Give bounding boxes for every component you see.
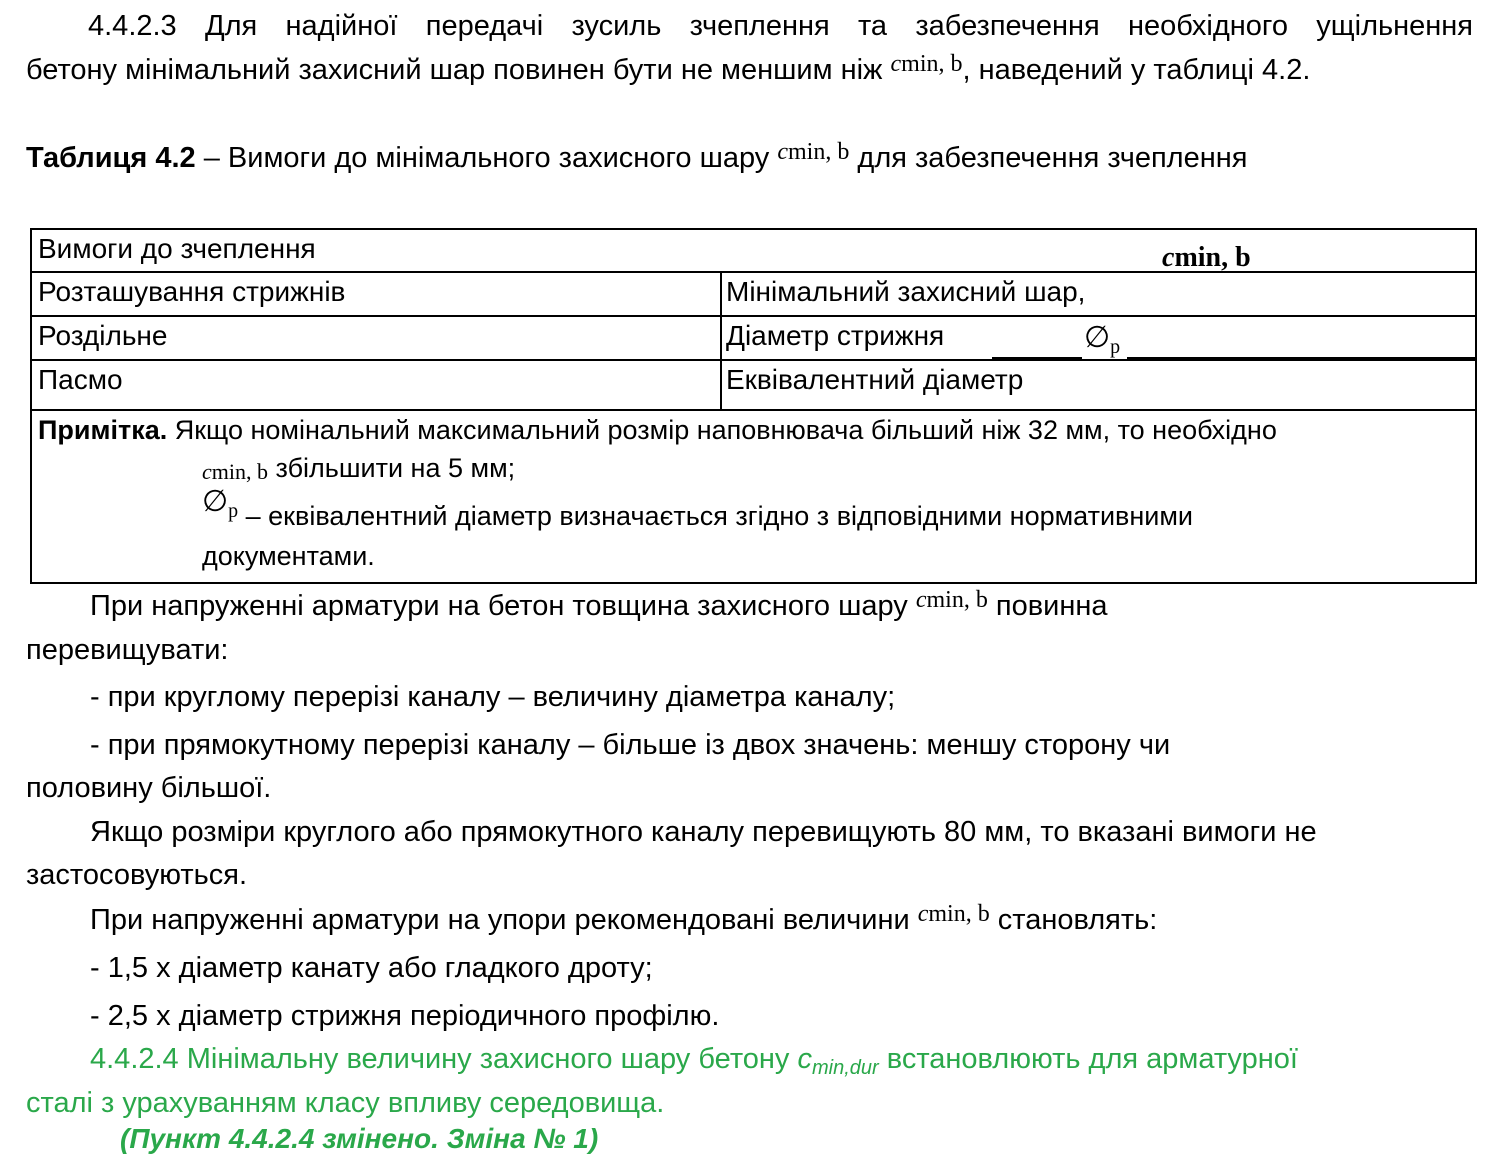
table-rule [32,409,1475,411]
text-fragment: – еквівалентний діаметр визначається згідно з відповідними нормативними [238,501,1194,531]
bullet-periodic-bar: - 2,5 х діаметр стрижня періодичного профілю. [90,1000,720,1032]
text-fragment: – Вимоги до мінімального захисного шару [195,142,778,174]
para-4-4-2-3-line2 [26,53,1310,89]
phi-p-symbol: $\emptyset_p$ [1084,320,1121,358]
note-label: Примітка. [38,415,168,445]
c-min-b-symbol: cmin, b [890,51,963,77]
table-column-divider [720,272,722,410]
blank-underline [1127,357,1477,359]
table-note-line3 [202,484,1194,535]
bullet-rect-channel: - при прямокутному перерізі каналу – більше із двох значень: меншу сторону чи [90,729,1171,761]
table-rule [32,315,1475,317]
c-min-b-symbol: cmin, b [202,459,268,484]
table-row3-right: Еквівалентний діаметр [726,364,1024,395]
c-min-dur-symbol: $c_{min,dur}$ [797,1043,879,1079]
text-fragment: При напруженні арматури на бетон товщина захисного шару [90,590,916,622]
para-channel-size-line1: Якщо розміри круглого або прямокутного каналу перевищують 80 мм, то вказані вимоги не [90,816,1317,848]
para-tension-concrete-line2: перевищувати: [26,634,229,666]
text-fragment: При напруженні арматури на упори рекомендовані величини [90,904,918,936]
bullet-rope-wire: - 1,5 х діаметр канату або гладкого дроту; [90,952,653,984]
para-4-4-2-4-line2: сталі з урахуванням класу впливу середовища. [26,1087,665,1119]
table-row2-left: Роздільне [38,320,168,351]
table-row3-left: Пасмо [38,364,123,395]
table-rule [32,359,1475,361]
c-min-b-symbol: cmin, b [917,901,990,927]
text-fragment: 4.4.2.4 Мінімальну величину захисного шару бетону [90,1043,798,1075]
para-4-4-2-3-line1: 4.4.2.3 Для надійної передачі зусиль зчеплення та забезпечення необхідного ущільнення [88,10,1473,42]
text-fragment: становлять: [989,904,1158,936]
text-fragment: збільшити на 5 мм; [268,453,516,483]
para-4-4-2-4-line1 [90,1042,1298,1079]
text-fragment: повинна [987,590,1108,622]
bullet-rect-channel-cont: половину більшої. [26,772,272,804]
text-fragment: бетону мінімальний захисний шар повинен бути не меншим ніж [26,54,891,86]
text-fragment: для забезпечення зчеплення [849,142,1248,174]
table-rule [32,271,1475,273]
requirements-table [30,228,1477,584]
phi-p-symbol: $\emptyset_p$ [202,484,239,522]
amendment-note-cut: (Пункт 4.4.2.4 змінено. Зміна № 1) [120,1123,599,1154]
table-note-line2 [202,452,515,486]
blank-underline [992,357,1082,359]
table-row1-right: Мінімальний захисний шар, [726,276,1086,307]
para-tension-concrete-line1 [90,589,1107,625]
table-row2-right: Діаметр стрижня [726,320,945,351]
table-caption [26,141,1247,177]
table-header-left: Вимоги до зчеплення [38,233,316,264]
c-min-b-symbol: cmin, b [1162,242,1251,273]
c-min-b-symbol: cmin, b [777,139,850,165]
para-channel-size-line2: застосовуються. [26,859,247,891]
table-note-line1 [38,414,1277,446]
bullet-round-channel: - при круглому перерізі каналу – величину діаметра каналу; [90,681,896,713]
table-note-line4: документами. [202,541,375,571]
text-fragment: , наведений у таблиці 4.2. [962,54,1311,86]
table-row1-left: Розташування стрижнів [38,276,346,307]
text-fragment: встановлюють для арматурної [878,1043,1298,1075]
para-tension-abutments-line1 [90,903,1157,939]
text-fragment: Якщо номінальний максимальний розмір наповнювача більший ніж 32 мм, то необхідно [167,415,1277,445]
c-min-b-symbol: cmin, b [915,587,988,613]
table-caption-label: Таблиця 4.2 [26,142,196,174]
